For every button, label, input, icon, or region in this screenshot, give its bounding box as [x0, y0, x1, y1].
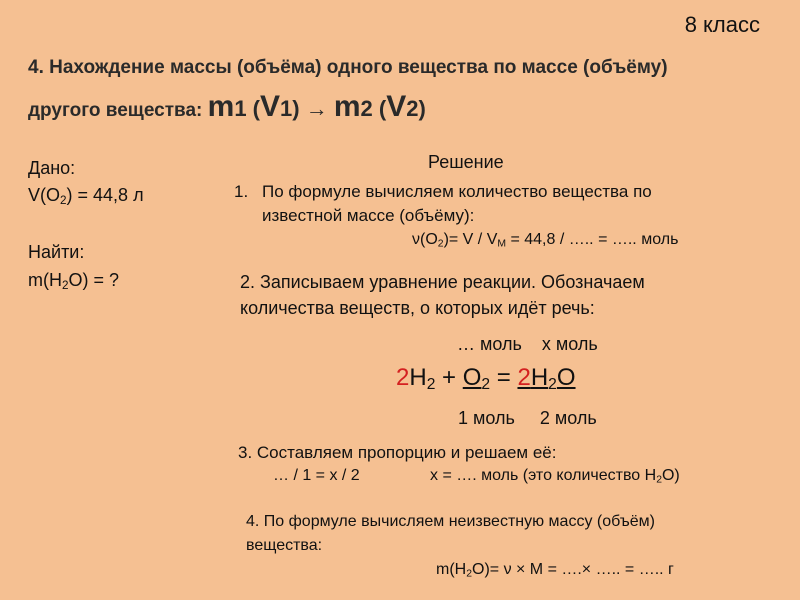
- task-title-line2: [28, 90, 426, 124]
- grade-label: 8 класс: [684, 12, 760, 37]
- step1-formula: $\nu(O_2)= V / V_M = 44,8$ / ….. = ….. моль: [412, 231, 679, 250]
- coef-h2o: 2: [517, 364, 531, 391]
- m1-symbol: m: [207, 90, 235, 123]
- step2-line1: 2. Записываем уравнение реакции. Обозначаем: [240, 272, 645, 292]
- step3-line1: 3. Составляем пропорцию и решаем её:: [238, 443, 557, 462]
- coef-h2: 2: [396, 364, 410, 391]
- v1-index: 1: [280, 96, 293, 121]
- v2-symbol: V: [386, 90, 407, 123]
- step3-result: х = …. моль (это количество $H_2O$): [430, 467, 680, 486]
- given-volume: $V(O_2) = 44,8$ л: [28, 185, 144, 207]
- task-title-line1: 4. Нахождение массы (объёма) одного вещества по массе (объёму): [28, 57, 668, 78]
- step3-proportion: … / 1 = х / 2: [273, 467, 360, 484]
- step1-line1: По формуле вычисляем количество вещества по: [262, 182, 652, 201]
- find-label: Найти:: [28, 242, 85, 262]
- m1-index: 1: [234, 96, 247, 121]
- v2-index: 2: [406, 96, 419, 121]
- step4-line1: 4. По формуле вычисляем неизвестную массу (объём): [246, 513, 655, 530]
- amount-above-label: … моль х моль: [457, 334, 598, 354]
- given-label: Дано:: [28, 158, 76, 178]
- m2-symbol: m: [333, 90, 361, 123]
- step4-formula: $m(H_2O)= \nu \times M$ = ….× ….. = ….. г: [436, 561, 674, 580]
- arrow: →: [299, 96, 334, 121]
- title-prefix: другого вещества:: [28, 100, 203, 121]
- step2-line2: количества веществ, о которых идёт речь:: [240, 298, 595, 318]
- step1-number: 1.: [234, 182, 249, 201]
- step1-line2: известной массе (объёму):: [262, 206, 475, 225]
- reaction-equation: $2H_2 + O_2 = 2H_2O$: [396, 364, 576, 393]
- step4-line2: вещества:: [246, 537, 323, 554]
- solution-heading: Решение: [428, 152, 504, 172]
- amount-below-label: 1 моль 2 моль: [458, 408, 597, 428]
- paren-close-1: ): [292, 96, 300, 121]
- paren-open-2: (: [372, 96, 387, 121]
- m2-index: 2: [360, 96, 373, 121]
- paren-open-1: (: [246, 96, 261, 121]
- paren-close-2: ): [418, 96, 426, 121]
- v1-symbol: V: [260, 90, 281, 123]
- find-mass: $m(H_2O)$ = ?: [28, 270, 120, 292]
